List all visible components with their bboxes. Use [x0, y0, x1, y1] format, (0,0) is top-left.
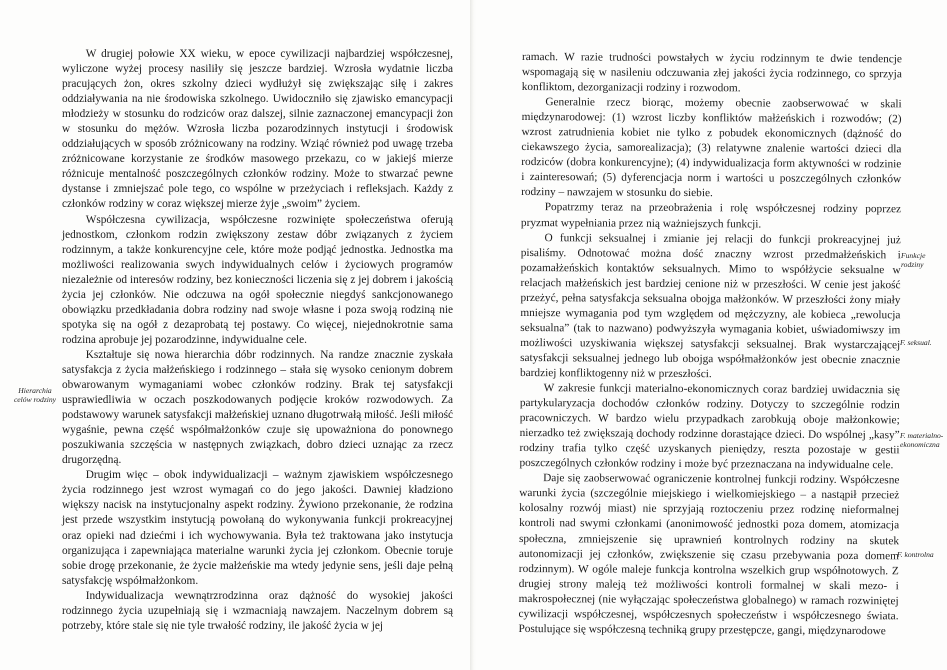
margin-note-materialno: F. materialno-ekonomiczna	[900, 431, 944, 449]
paragraph: Indywidualizacja wewnątrzrodzinna oraz dążność do wysokiej jakości rodzinnego życia uzupełniają się i wzmacniają nawzajem. Naczelnym dobrem są potrzeby, które stale się nie tyle trwałość rodziny, ile jakość życia w jej	[62, 589, 453, 632]
margin-note-hierarchia: Hierarchia celów rodziny	[13, 386, 57, 404]
paragraph: W zakresie funkcji materialno-ekonomicznych coraz bardziej uwidacznia się partykularyzacja dochodów członków rodziny. Dotyczy to szczególnie rodzin pracowniczych. W bardzo wielu przypadkach zarobkują oboje małżonkowie; nierzadko też zwiększają dochody rodzinne dorastające dzieci. Do wspólnej „kasy” rodziny trafia tylko część uzyskanych pieniędzy, reszta pozostaje w gestii poszczególnych członków rodziny i może być przeznaczana na indywidualne cele.	[519, 382, 900, 472]
margin-note-kontrolna: F. kontrolna	[897, 550, 934, 559]
paragraph: Kształtuje się nowa hierarchia dóbr rodzinnych. Na randze znacznie zyskała satysfakcja z życia małżeńskiego i rodzinnego – stała się wysoko cenionym dobrem obwarowanym wymaganiami wobec członków rodziny. Brak tej satysfakcji usprawiedliwia w oczach poszkodowanych podjęcie kroków rozwodowych. Za podstawowy warunek satysfakcji małżeńskiej uznano długotrwałą miłość. Jeśli miłość wygaśnie, pewna część współmałżonków czuje się upoważniona do ponownego poszukiwania szczęścia w następnych związkach, dobro dzieci uznając za rzecz drugorzędną.	[62, 348, 453, 467]
right-text-column	[518, 50, 902, 639]
paragraph: Drugim więc – obok indywidualizacji – ważnym zjawiskiem współczesnego życia rodzinnego jest wzrost wymagań co do jego jakości. Dawniej kładziono większy nacisk na instytucjonalny aspekt rodziny. Żywiono przekonanie, że rodzina jest przede wszystkim instytucją powołaną do wykonywania funkcji prokreacyjnej oraz opieki nad dziećmi i ich wychowywania. Była też traktowana jako instytucja organizująca i zapewniająca materialne warunki życia jej członkom. Obecnie toruje sobie drogę przekonanie, że życie małżeńskie ma wtedy jedynie sens, jeśli daje pełną satysfakcję współmałżonkom.	[62, 469, 453, 587]
margin-note-funkcje: Funkcje rodziny	[901, 251, 926, 269]
paragraph: ramach. W razie trudności powstałych w życiu rodzinnym te dwie tendencje wspomagają się w nasileniu odczuwania złej jakości życia rodzinnego, co sprzyja konfliktom, dezorganizacji rodziny i rozwodom.	[521, 50, 902, 95]
right-page	[476, 0, 947, 670]
paragraph: W drugiej połowie XX wieku, w epoce cywilizacji najbardziej współczesnej, wyliczone wyżej procesy nasiliły się jeszcze bardziej. Wzrosła wydatnie liczba pracujących żon, okres szkolny dzieci wydłużył się zwiększając siłę i zakres oddziaływania na nie środowiska szkolnego. Uwidoczniło się zjawisko emancypacji młodzieży w stosunku do rodziców oraz dalszej, silnie zaznaczonej emancypacji żon w stosunku do mężów. Wzrosła liczba pozarodzinnych instytucji i środowisk oddziałujących w sposób zróżnicowany na rodziny. Wziąć również pod uwagę trzeba zróżnicowane korzystanie ze środków masowego przekazu, co w jakiejś mierze różnicuje mentalność poszczególnych członków rodziny. Może to stwarzać pewne dystanse i zmniejszać pole tego, co wspólne w przeżyciach i refleksjach. Każdy z członków rodziny w coraz większej mierze żyje „swoim” życiem.	[62, 48, 453, 211]
paragraph: Daje się zaobserwować ograniczenie kontrolnej funkcji rodziny. Współczesne warunki życia (szczególnie miejskiego i wielkomiejskiego – a nastąpił przecież kolosalny rozwój miast) nie sprzyjają roztoczeniu przez rodzinę nieformalnej kontroli nad swymi członkami (anonimowość jednostki poza domem, atomizacja społeczna, zmniejszenie się uprawnień kontrolnych rodziny na skutek autonomizacji jej członków, zwiększenie się czasu przebywania poza domem rodzinnym). W ogóle maleje funkcja kontrolna wszelkich grup współnotowych. Z drugiej strony maleją też możliwości kontroli formalnej w skali mezo- i makrospołecznej (nie wyłączając społeczeństwa globalnego) w ramach rozwiniętej cywilizacji współczesnej, współczesnych społeczeństw i współczesnego świata. Postulujące się współczesną techniką grupy przestępcze, gangi, międzynarodowe	[518, 472, 900, 638]
paragraph: Współczesna cywilizacja, współczesne rozwinięte społeczeństwa oferują jednostkom, członkom rodzin zwiększony zestaw dóbr związanych z życiem rodzinnym, a także konkurencyjne cele, które może podjąć jednostka. Jednostka ma możliwości realizowania swych indywidualnych celów i życiowych programów niezależnie od interesów rodziny, bez konieczności liczenia się z jej dobrem i jakością życia jej członków. Nie odczuwa na ogół społecznie niegdyś sankcjonowanego obowiązku przedkładania dobra rodziny nad swoje własne i poza swoją rodziną nie spotyka się na ogół z dezaprobatą tej postawy. Co więcej, niejednokrotnie sama rodzina aprobuje jej pozarodzinne, indywidualne cele.	[62, 213, 453, 346]
margin-note-seksual: F. seksual.	[900, 338, 932, 347]
paragraph: Generalnie rzecz biorąc, możemy obecnie zaobserwować w skali międzynarodowej: (1) wzrost liczby konfliktów małżeńskich i rozwodów; (2) wzrost zatrudnienia kobiet nie tylko z pobudek ekonomicznych (dążność do ciekawszego życia, samorealizacja); (3) relatywne znalenie wartości dzieci dla rodziców (dobra konkurencyjne); (4) indywidualizacja form aktywności w rodzinie i zainteresowań; (5) dyferencjacja norm i wartości u poszczególnych członków rodziny – nawzajem w stosunku do siebie.	[521, 96, 902, 200]
paragraph: O funkcji seksualnej i zmianie jej relacji do funkcji prokreacyjnej już pisaliśmy. Odnotować można dość znaczny wzrost przedmałżeńskich i pozamałżeńskich kontaktów seksualnych. Mimo to współżycie seksualne w relacjach małżeńskich jest bardziej cenione niż w przeszłości. W cenie jest jakość przeżyć, pełna satysfakcja seksualna obojga małżonków. W przeszłości żony miały mniejsze wymagania pod tym względem od mężczyzny, ale kobieca „rewolucja seksualna” (tak to nazwano) podwyższyła wymagania kobiet, uświadomiwszy im możliwości uzyskiwania większej satysfakcji seksualnej. Brak wystarczającej satysfakcji seksualnej jednego lub obojga współmałżonków jest obecnie znacznie bardziej konfliktogenny niż w przeszłości.	[519, 231, 901, 381]
left-text-column	[62, 47, 453, 634]
paragraph: Popatrzmy teraz na przeobrażenia i rolę współczesnej rodziny poprzez pryzmat wypełniania przez nią ważniejszych funkcji.	[520, 201, 902, 230]
left-page	[0, 0, 470, 670]
